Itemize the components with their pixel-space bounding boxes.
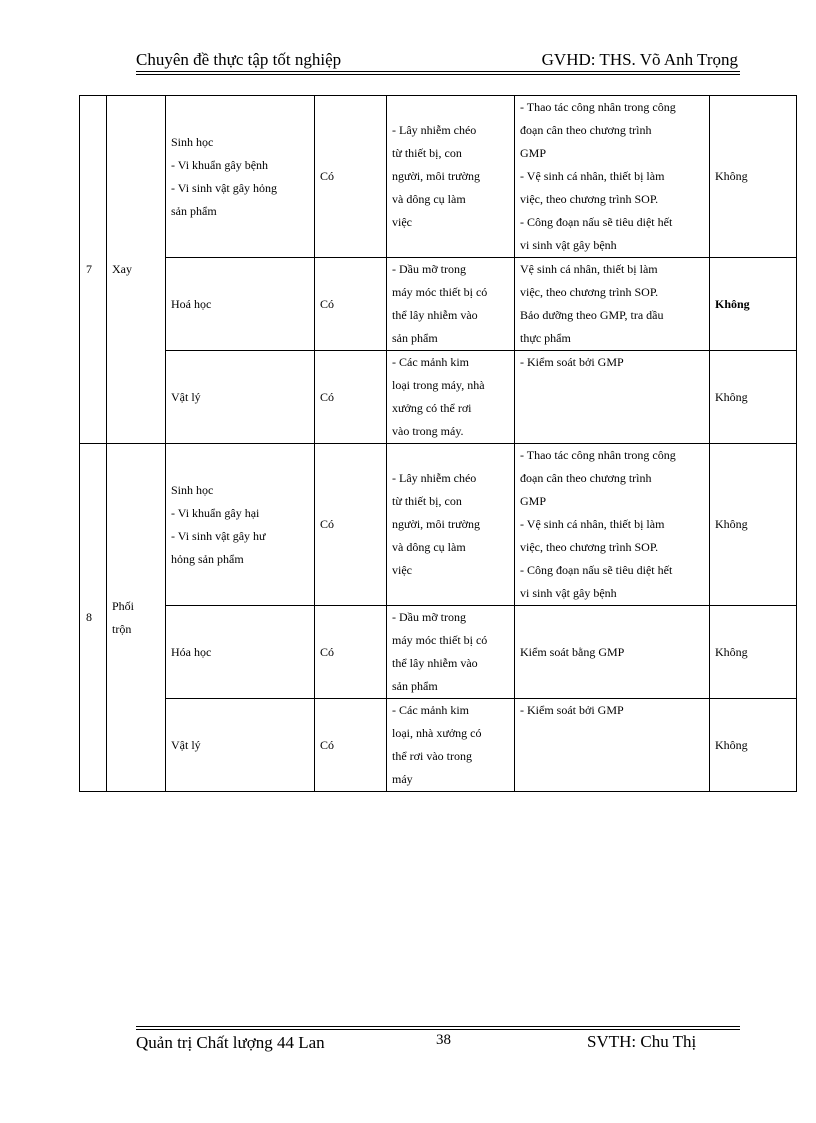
hazard-reason [387, 351, 515, 444]
hazard-type-line: - Vi khuẩn gây hại [171, 505, 260, 520]
hazard-type-line: Sinh học [171, 134, 214, 149]
control-measure-line: - Vệ sinh cá nhân, thiết bị làm [520, 517, 665, 531]
hazard-significant-text: Có [320, 517, 335, 531]
table-row [80, 258, 797, 351]
footer-rule [136, 1026, 740, 1027]
hazard-type-line: Hóa học [171, 644, 212, 659]
page-footer [136, 1026, 740, 1086]
hazard-type-line: hỏng sản phẩm [171, 551, 244, 566]
hazard-reason-line: máy móc thiết bị có [392, 285, 488, 299]
step-number [80, 96, 107, 444]
hazard-reason [387, 96, 515, 258]
control-measure [515, 606, 710, 699]
hazard-reason [387, 699, 515, 792]
hazard-reason-line: - Các mảnh kim [392, 355, 469, 369]
hazard-significant [315, 606, 387, 699]
hazard-significant-text: Có [320, 389, 335, 404]
hazard-reason-line: thể lây nhiễm vào [392, 656, 478, 670]
hazard-reason-line: - Lây nhiễm chéo [392, 123, 477, 137]
step-name [107, 96, 166, 444]
ccp-decision [710, 258, 797, 351]
control-measure [515, 699, 710, 792]
ccp-decision [710, 444, 797, 606]
header-advisor: GVHD: THS. Võ Anh Trọng [541, 50, 738, 69]
table-row [80, 444, 797, 606]
hazard-analysis-table [79, 95, 797, 792]
control-measure [515, 444, 710, 606]
ccp-decision-text: Không [715, 517, 748, 531]
hazard-reason-line: xưởng có thể rơi [392, 401, 472, 415]
hazard-reason [387, 258, 515, 351]
hazard-reason-line: sản phẩm [392, 679, 438, 693]
control-measure-line: GMP [520, 146, 547, 160]
ccp-decision-text: Không [715, 389, 748, 404]
table-row [80, 606, 797, 699]
hazard-reason-line: sản phẩm [392, 331, 438, 345]
control-measure-line: đoạn cân theo chương trình [520, 123, 652, 137]
hazard-reason-line: từ thiết bị, con [392, 494, 462, 508]
hazard-significant [315, 258, 387, 351]
hazard-type-line: Sinh học [171, 482, 214, 497]
control-measure [515, 351, 710, 444]
hazard-type-line: - Vi sinh vật gây hư [171, 528, 266, 543]
control-measure-line: vi sinh vật gây bệnh [520, 238, 617, 252]
control-measure-line: việc, theo chương trình SOP. [520, 192, 659, 206]
step-name-line: Xay [112, 262, 132, 276]
hazard-reason-line: loại trong máy, nhà [392, 378, 485, 392]
footer-course: Quản trị Chất lượng 44 Lan [136, 1033, 325, 1052]
hazard-reason-line: vào trong máy. [392, 424, 464, 438]
ccp-decision [710, 606, 797, 699]
hazard-reason-line: loại, nhà xưởng có [392, 726, 482, 740]
hazard-reason-line: - Các mảnh kim [392, 703, 469, 717]
hazard-reason-line: người, môi trường [392, 517, 481, 531]
ccp-decision [710, 699, 797, 792]
hazard-type-line: - Vi khuẩn gây bệnh [171, 157, 269, 172]
step-name [107, 444, 166, 792]
hazard-reason-line: máy [392, 772, 413, 786]
footer-student: SVTH: Chu Thị [587, 1032, 697, 1051]
hazard-significant [315, 351, 387, 444]
ccp-decision-text: Không [715, 737, 748, 752]
control-measure-line: việc, theo chương trình SOP. [520, 540, 659, 554]
hazard-reason-line: - Dầu mỡ trong [392, 262, 466, 276]
control-measure-line: - Kiểm soát bởi GMP [520, 703, 624, 717]
hazard-significant [315, 699, 387, 792]
control-measure [515, 258, 710, 351]
hazard-significant [315, 96, 387, 258]
page-header [136, 50, 740, 74]
hazard-type [166, 351, 315, 444]
hazard-type [166, 444, 315, 606]
hazard-significant [315, 444, 387, 606]
control-measure-line: - Vệ sinh cá nhân, thiết bị làm [520, 169, 665, 183]
hazard-reason-line: và dông cụ làm [392, 192, 466, 206]
hazard-reason-line: - Dầu mỡ trong [392, 610, 466, 624]
ccp-decision-text: Không [715, 169, 748, 183]
hazard-type [166, 96, 315, 258]
control-measure-line: thực phẩm [520, 331, 571, 345]
page-number: 38 [436, 1032, 451, 1048]
hazard-type-line: Vật lý [171, 737, 201, 752]
step-name-line: trộn [112, 621, 132, 636]
hazard-significant-text: Có [320, 169, 335, 183]
footer-rule-double [136, 1029, 740, 1030]
control-measure-line: - Thao tác công nhân trong công [520, 100, 676, 114]
control-measure-line: Vệ sinh cá nhân, thiết bị làm [520, 262, 658, 276]
hazard-type-line: sản phẩm [171, 203, 217, 218]
step-number [80, 444, 107, 792]
control-measure-line: GMP [520, 494, 547, 508]
hazard-reason [387, 606, 515, 699]
control-measure-line: đoạn cân theo chương trình [520, 471, 652, 485]
step-number-text: 8 [86, 610, 92, 624]
table-row [80, 351, 797, 444]
step-number-text: 7 [86, 262, 92, 276]
hazard-reason-line: thể lây nhiễm vào [392, 308, 478, 322]
hazard-reason-line: - Lây nhiễm chéo [392, 471, 477, 485]
hazard-significant-text: Có [320, 737, 335, 752]
hazard-type-line: - Vi sinh vật gây hỏng [171, 180, 278, 195]
header-rule [136, 71, 740, 72]
control-measure-line: - Kiểm soát bởi GMP [520, 355, 624, 369]
hazard-reason-line: từ thiết bị, con [392, 146, 462, 160]
hazard-significant-text: Có [320, 296, 335, 311]
control-measure-line: - Công đoạn nấu sẽ tiêu diệt hết [520, 563, 673, 577]
hazard-significant-text: Có [320, 644, 335, 659]
control-measure-line: Kiểm soát bằng GMP [520, 644, 625, 659]
hazard-reason-line: việc [392, 563, 412, 577]
hazard-type [166, 699, 315, 792]
hazard-reason-line: việc [392, 215, 412, 229]
control-measure-line: việc, theo chương trình SOP. [520, 285, 659, 299]
control-measure [515, 96, 710, 258]
hazard-type-line: Vật lý [171, 389, 201, 404]
header-title: Chuyên đề thực tập tốt nghiệp [136, 50, 342, 69]
hazard-reason-line: người, môi trường [392, 169, 481, 183]
step-name-line: Phối [112, 598, 135, 613]
hazard-type-line: Hoá học [171, 296, 212, 311]
table-row [80, 699, 797, 792]
hazard-reason-line: và dông cụ làm [392, 540, 466, 554]
header-rule-double [136, 74, 740, 75]
control-measure-line: Bảo dưỡng theo GMP, tra dầu [520, 308, 664, 322]
ccp-decision [710, 96, 797, 258]
control-measure-line: - Công đoạn nấu sẽ tiêu diệt hết [520, 215, 673, 229]
hazard-reason-line: thể rơi vào trong [392, 749, 472, 763]
hazard-type [166, 258, 315, 351]
control-measure-line: vi sinh vật gây bệnh [520, 586, 617, 600]
ccp-decision-text: Không [715, 296, 750, 311]
hazard-type [166, 606, 315, 699]
ccp-decision-text: Không [715, 644, 748, 659]
hazard-reason-line: máy móc thiết bị có [392, 633, 488, 647]
hazard-reason [387, 444, 515, 606]
ccp-decision [710, 351, 797, 444]
table-row [80, 96, 797, 258]
control-measure-line: - Thao tác công nhân trong công [520, 448, 676, 462]
